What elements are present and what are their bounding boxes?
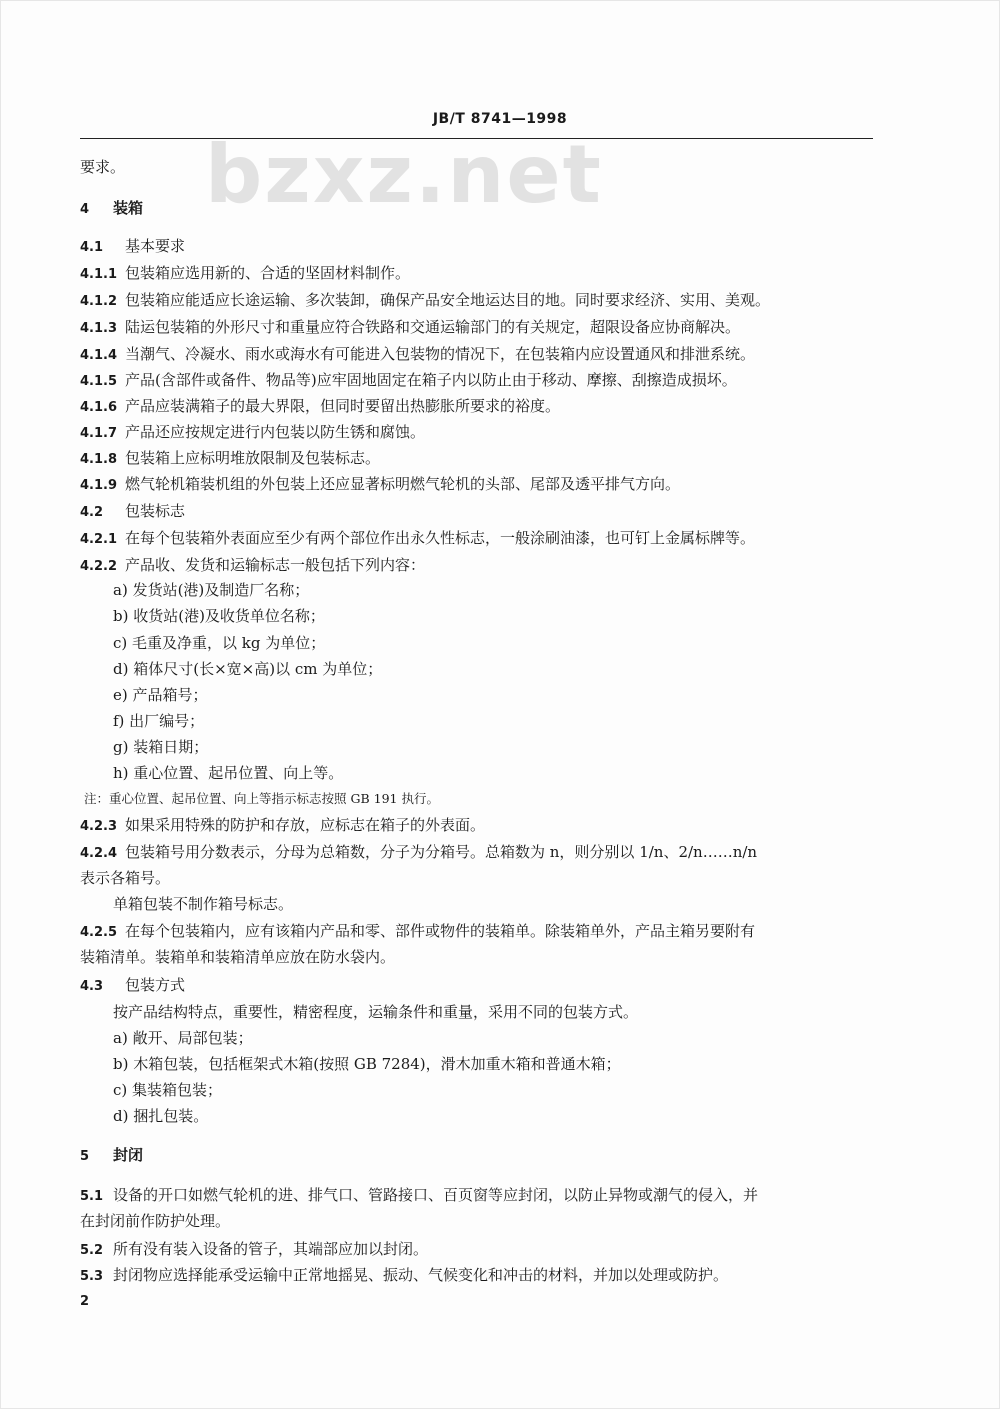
page-number: 2	[80, 1294, 90, 1309]
clause-4-1-6: 4.1.6 产品应装满箱子的最大界限，但同时要留出热膨胀所要求的裕度。	[80, 397, 561, 415]
section-heading-4: 4 装箱	[80, 199, 144, 217]
document-id-header: JB/T 8741—1998	[432, 111, 568, 127]
clause-4-1: 4.1 基本要求	[80, 237, 186, 255]
clause-4-2-1: 4.2.1 在每个包装箱外表面应至少有两个部位作出永久性标志，一般涂刷油漆，也可钉上金属标牌等。	[80, 529, 756, 547]
list-item-h: h) 重心位置、起吊位置、向上等。	[113, 764, 344, 782]
list-item-d: d) 捆扎包装。	[113, 1107, 209, 1125]
note: 注：重心位置、起吊位置、向上等指示标志按照 GB 191 执行。	[84, 791, 439, 806]
text-line: 单箱包装不制作箱号标志。	[113, 895, 294, 913]
clause-4-2-2: 4.2.2 产品收、发货和运输标志一般包括下列内容：	[80, 556, 426, 574]
clause-4-1-3: 4.1.3 陆运包装箱的外形尺寸和重量应符合铁路和交通运输部门的有关规定，超限设备应协商解决。	[80, 318, 741, 336]
clause-5-3: 5.3 封闭物应选择能承受运输中正常地摇晃、振动、气候变化和冲击的材料，并加以处理或防护。	[80, 1266, 729, 1284]
list-item-b: b) 木箱包装，包括框架式木箱(按照 GB 7284)，滑木加重木箱和普通木箱；	[113, 1055, 621, 1073]
list-item-a: a) 发货站(港)及制造厂名称；	[113, 581, 310, 599]
clause-4-1-9: 4.1.9 燃气轮机箱装机组的外包装上还应显著标明燃气轮机的头部、尾部及透平排气方向。	[80, 475, 681, 493]
list-item-d: d) 箱体尺寸(长×宽×高)以 cm 为单位；	[113, 660, 383, 678]
text-line: 装箱清单。装箱单和装箱清单应放在防水袋内。	[80, 948, 396, 966]
list-item-b: b) 收货站(港)及收货单位名称；	[113, 607, 325, 625]
clause-4-2: 4.2 包装标志	[80, 502, 186, 520]
list-item-c: c) 毛重及净重，以 kg 为单位；	[113, 634, 326, 652]
clause-4-1-1: 4.1.1 包装箱应选用新的、合适的坚固材料制作。	[80, 264, 411, 282]
clause-4-1-4: 4.1.4 当潮气、冷凝水、雨水或海水有可能进入包装物的情况下，在包装箱内应设置通风和排泄系统。	[80, 345, 756, 363]
clause-4-1-2: 4.1.2 包装箱应能适应长途运输、多次装卸，确保产品安全地运达目的地。同时要求经济、实用、美观。	[80, 291, 771, 309]
clause-4-3: 4.3 包装方式	[80, 976, 186, 994]
clause-4-1-8: 4.1.8 包装箱上应标明堆放限制及包装标志。	[80, 449, 381, 467]
list-item-c: c) 集装箱包装；	[113, 1081, 223, 1099]
list-item-e: e) 产品箱号；	[113, 686, 208, 704]
watermark: bzxz.net	[205, 128, 603, 221]
clause-4-1-7: 4.1.7 产品还应按规定进行内包装以防生锈和腐蚀。	[80, 423, 426, 441]
header-rule	[80, 138, 873, 139]
text-line: 按产品结构特点，重要性，精密程度，运输条件和重量，采用不同的包装方式。	[113, 1003, 639, 1021]
text-line: 在封闭前作防护处理。	[80, 1212, 231, 1230]
clause-4-2-3: 4.2.3 如果采用特殊的防护和存放，应标志在箱子的外表面。	[80, 816, 486, 834]
clause-4-2-4: 4.2.4 包装箱号用分数表示，分母为总箱数，分子为分箱号。总箱数为 n，则分别以 1/n、2/n……n/n	[80, 843, 758, 861]
list-item-g: g) 装箱日期；	[113, 738, 209, 756]
clause-4-2-5: 4.2.5 在每个包装箱内，应有该箱内产品和零、部件或物件的装箱单。除装箱单外，产品主箱另要附有	[80, 922, 756, 940]
clause-5-2: 5.2 所有没有装入设备的管子，其端部应加以封闭。	[80, 1240, 429, 1258]
list-item-f: f) 出厂编号；	[113, 712, 205, 730]
section-heading-5: 5 封闭	[80, 1146, 144, 1164]
clause-5-1: 5.1 设备的开口如燃气轮机的进、排气口、管路接口、百页窗等应封闭，以防止异物或潮气的侵入，并	[80, 1186, 759, 1204]
clause-4-1-5: 4.1.5 产品(含部件或备件、物品等)应牢固地固定在箱子内以防止由于移动、摩擦、刮擦造成损坏。	[80, 371, 737, 389]
text-line: 表示各箱号。	[80, 869, 171, 887]
text-line: 要求。	[80, 158, 126, 176]
list-item-a: a) 敞开、局部包装；	[113, 1029, 253, 1047]
